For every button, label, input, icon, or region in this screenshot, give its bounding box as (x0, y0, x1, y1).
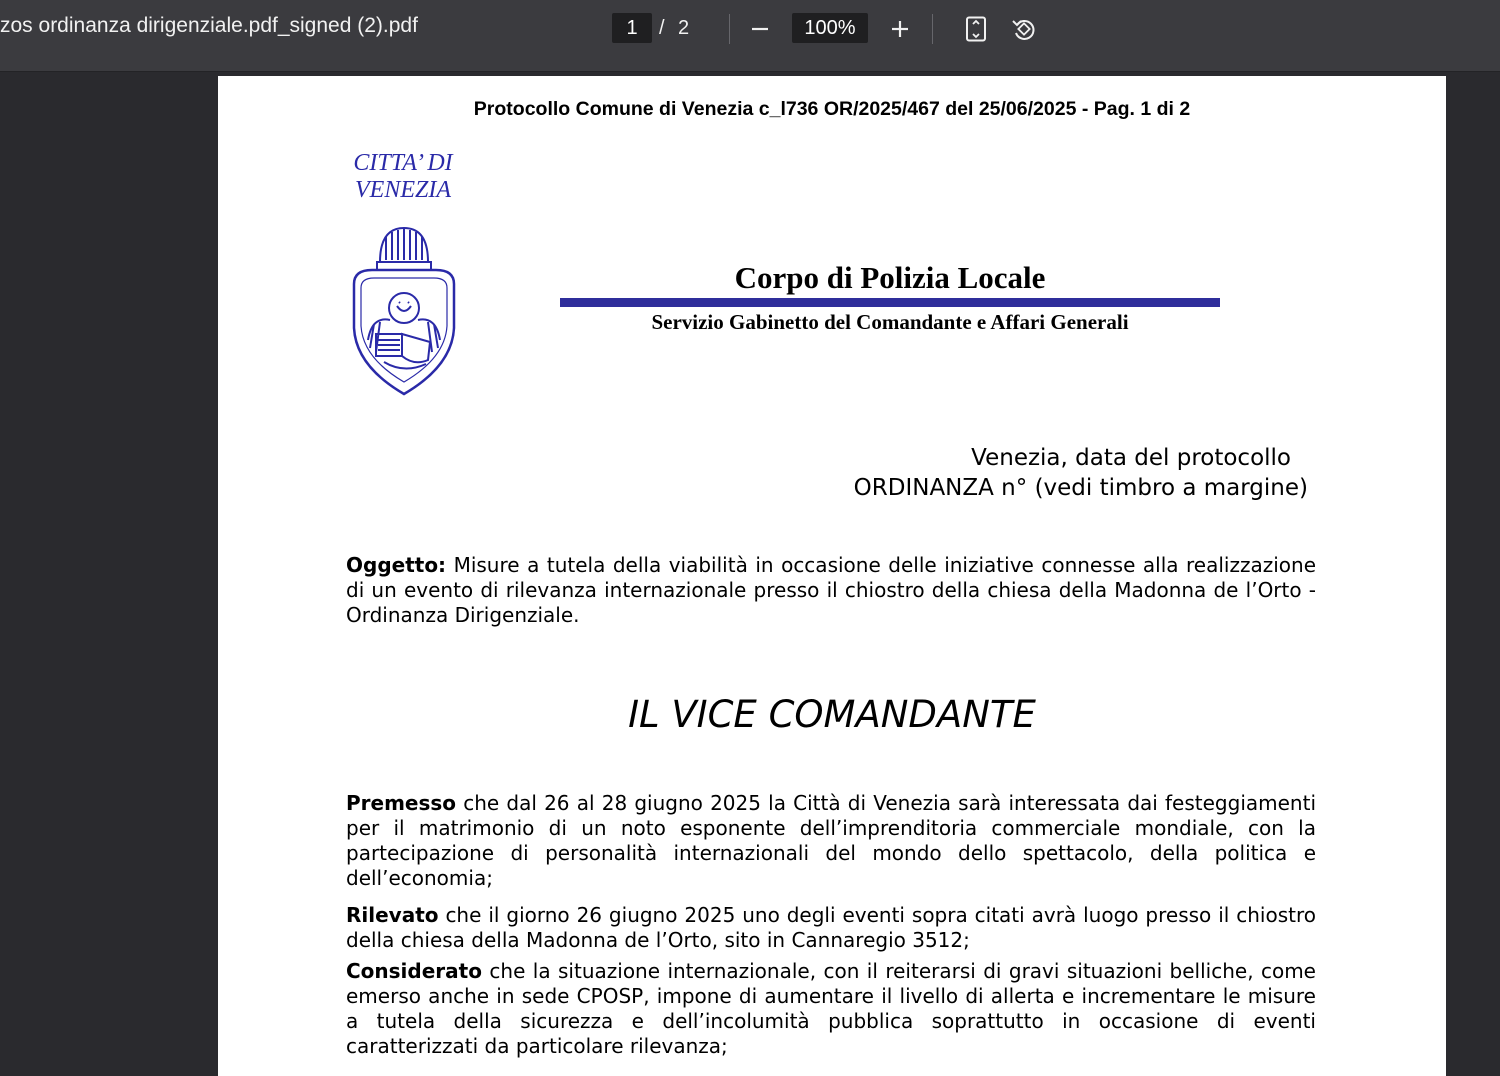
considerato-paragraph (346, 959, 1316, 1059)
minus-icon (750, 19, 770, 39)
toolbar-divider (932, 14, 933, 44)
pdf-toolbar (0, 0, 1500, 72)
plus-icon (890, 19, 910, 39)
title-divider-bar (560, 298, 1220, 307)
venice-crest-icon (344, 224, 464, 396)
subject-text: Misure a tutela della viabilità in occasione delle iniziative connesse alla realizzazione di un evento di rilevanza internazionale presso il chiostro della chiesa della Madonna de l’Orto - Ordinanza Dirigenziale. (346, 553, 1316, 627)
fit-page-icon (965, 16, 987, 42)
city-line-1: CITTA’ DI (353, 150, 453, 176)
paragraph-label: Premesso (346, 791, 457, 815)
protocol-line: Protocollo Comune di Venezia c_l736 OR/2025/467 del 25/06/2025 - Pag. 1 di 2 (473, 98, 1191, 120)
page-number-input[interactable]: 1 (612, 13, 652, 43)
office-subtitle: Servizio Gabinetto del Comandante e Affari Generali (651, 310, 1129, 334)
zoom-level-input[interactable]: 100% (792, 13, 868, 43)
paragraph-label: Rilevato (346, 903, 439, 927)
zoom-out-button[interactable] (743, 12, 777, 46)
paragraph-text: che dal 26 al 28 giugno 2025 la Città di Venezia sarà interessata dai festeggiamenti per il matrimonio di un noto esponente dell’imprenditoria commerciale mondiale, con la partecipazione di personalità internazionali del mondo dello spettacolo, della politica e dell’economia; (346, 791, 1316, 890)
city-line-2: VENEZIA (355, 177, 451, 203)
total-pages: 2 (678, 17, 690, 39)
subject-label: Oggetto: (346, 553, 447, 577)
page-separator: / (659, 17, 665, 39)
zoom-in-button[interactable] (883, 12, 917, 46)
ordinance-line: ORDINANZA n° (vedi timbro a margine) (853, 475, 1308, 501)
rotate-icon (1010, 15, 1038, 43)
paragraph-text: che la situazione internazionale, con il reiterarsi di gravi situazioni belliche, come emerso anche in sede CPOSP, impone di aumentare il livello di allerta e incrementare le misure a tutela della sicurezza e dell’incolumità pubblica soprattutto in occasione di eventi caratterizzati da particolare rilevanza; (346, 959, 1316, 1058)
paragraph-text: che il giorno 26 giugno 2025 uno degli eventi sopra citati avrà luogo presso il chiostro della chiesa della Madonna de l’Orto, sito in Cannaregio 3512; (346, 903, 1316, 952)
fit-page-button[interactable] (959, 12, 993, 46)
file-title: zos ordinanza dirigenziale.pdf_signed (2).pdf (0, 14, 418, 37)
document-heading: IL VICE COMANDANTE (628, 693, 1036, 736)
city-logo-text (342, 150, 464, 204)
office-title: Corpo di Polizia Locale (734, 260, 1046, 295)
subject-paragraph (346, 553, 1316, 628)
date-line: Venezia, data del protocollo (971, 445, 1291, 471)
premesso-paragraph (346, 791, 1316, 891)
rotate-button[interactable] (1007, 12, 1041, 46)
toolbar-divider (729, 14, 730, 44)
paragraph-label: Considerato (346, 959, 482, 983)
pdf-page (218, 76, 1446, 1076)
rilevato-paragraph (346, 903, 1316, 953)
